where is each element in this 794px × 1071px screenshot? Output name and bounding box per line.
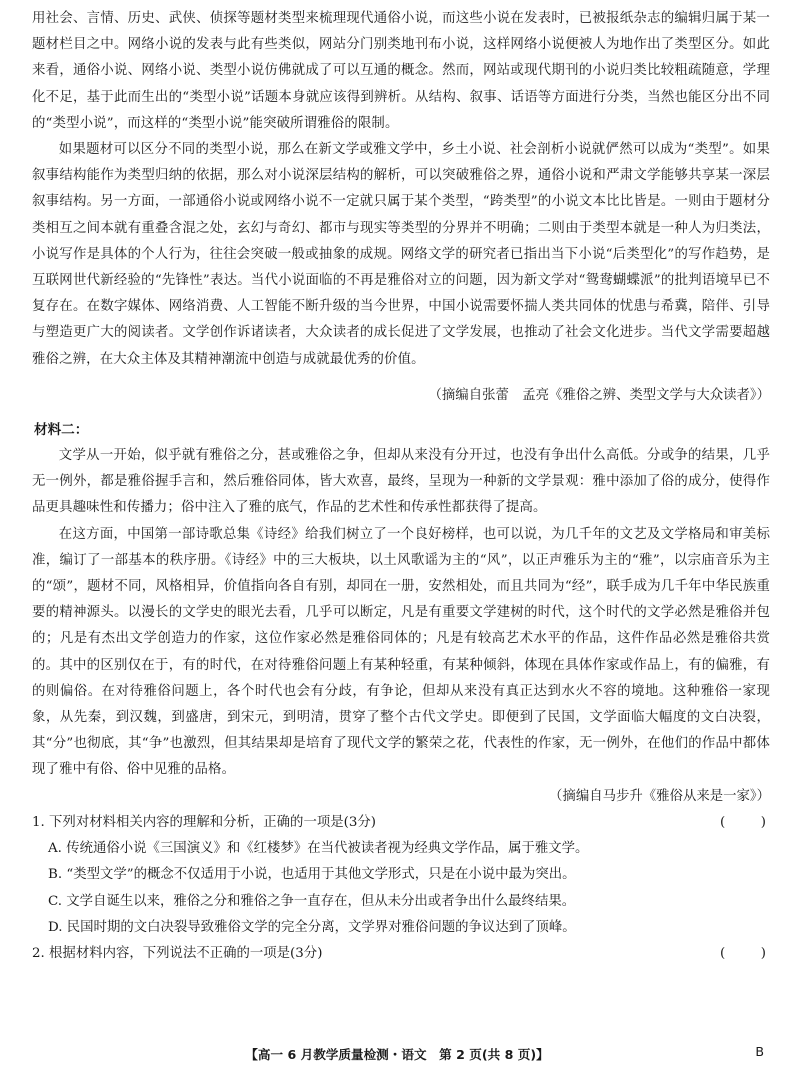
question-1: [32, 810, 770, 836]
question-1-option-c[interactable]: C. 文学自诞生以来，雅俗之分和雅俗之争一直存在，但从未分出或者争出什么最终结果。: [48, 893, 576, 909]
exam-page: [32, 6, 770, 967]
question-2-stem: 2. 根据材料内容，下列说法不正确的一项是(3分): [32, 945, 323, 961]
question-1-option-a[interactable]: A. 传统通俗小说《三国演义》和《红楼梦》在当代被读者视为经典文学作品，属于雅文学。: [48, 841, 589, 857]
material1-source: （摘编自张蕾 孟亮《雅俗之辨、类型文学与大众读者》）: [428, 387, 770, 403]
material2-source: （摘编自马步升《雅俗从来是一家》）: [549, 788, 770, 804]
footer-version-letter: B: [755, 1044, 764, 1059]
question-2-answer-bracket[interactable]: [720, 941, 766, 967]
bracket-open: (: [720, 945, 726, 961]
question-2: [32, 941, 770, 967]
footer-page-info: 【高一 6 月教学质量检测・语文 第 2 页(共 8 页)】: [245, 1047, 549, 1062]
bracket-open: (: [720, 814, 726, 830]
bracket-close: ): [760, 945, 766, 961]
question-1-stem: 1. 下列对材料相关内容的理解和分析，正确的一项是(3分): [32, 814, 376, 830]
material2-paragraph-2: 在这方面，中国第一部诗歌总集《诗经》给我们树立了一个良好榜样，也可以说，为几千年的文艺及文学格局和审美标准，编订了一部基本的秩序册。《诗经》中的三大板块，以土风歌谣为主的“风”，以正声雅乐为主的“雅”，以宗庙音乐为主的“颂”，题材不同，风格相异，价值指向各自有别，却同在一册，安然相处，而且共同为“经”，联手成为几千年中华民族重要的精神源头。以漫长的文学史的眼光去看，几乎可以断定，凡是有重要文学建树的时代，这个时代的文学必然是雅俗并包的；凡是有杰出文学创造力的作家，这位作家必然是雅俗同体的；凡是有较高艺术水平的作品，这件作品必然是雅俗共赏的。其中的区别仅在于，有的时代，在对待雅俗问题上有某种轻重，有某种倾斜，体现在具体作家或作品上，有的偏雅，有的则偏俗。在对待雅俗问题上，各个时代也会有分歧，有争论，但却从来没有真正达到水火不容的境地。这种雅俗一家现象，从先秦，到汉魏，到盛唐，到宋元，到明清，贯穿了整个古代文学史。即便到了民国，文学面临大幅度的文白决裂，其“分”也彻底，其“争”也激烈，但其结果却是培育了现代文学的繁荣之花，代表性的作家，无一例外，在他们的作品中都体现了雅中有俗、俗中见雅的品格。: [32, 526, 770, 778]
material1-paragraph-1: 用社会、言情、历史、武侠、侦探等题材类型来梳理现代通俗小说，而这些小说在发表时，已被报纸杂志的编辑归属于某一题材栏目之中。网络小说的发表与此有些类似，网站分门别类地刊布小说，这样网络小说便被人为地作出了类型区分。如此来看，通俗小说、网络小说、类型小说仿佛就成了可以互通的概念。然而，网站或现代期刊的小说归类比较粗疏随意，学理化不足，基于此而生出的“类型小说”话题本身就应该得到辨析。从结构、叙事、话语等方面进行分类，当然也能区分出不同的“类型小说”，而这样的“类型小说”能突破所谓雅俗的限制。: [32, 11, 770, 131]
question-1-option-d[interactable]: D. 民国时期的文白决裂导致雅俗文学的完全分离，文学界对雅俗问题的争议达到了顶峰。: [48, 919, 576, 935]
material1-paragraph-2: 如果题材可以区分不同的类型小说，那么在新文学或雅文学中，乡土小说、社会剖析小说就俨然可以成为“类型”。如果叙事结构能作为类型归纳的依据，那么对小说深层结构的解析，可以突破雅俗之界，通俗小说和严肃文学能够共享某一深层叙事结构。另一方面，一部通俗小说或网络小说不一定就只属于某个类型，“跨类型”的小说文本比比皆是。一则由于题材分类相互之间本就有重叠含混之处，玄幻与奇幻、都市与现实等类型的分界并不明确；二则由于类型本就是一种人为归类法，小说写作是具体的个人行为，往往会突破一般或抽象的成规。网络文学的研究者已指出当下小说“后类型化”的写作趋势，是互联网世代新经验的“先锋性”表达。当代小说面临的不再是雅俗对立的问题，因为新文学对“鸳鸯蝴蝶派”的批判语境早已不复存在。在数字媒体、网络消费、人工智能不断升级的当今世界，中国小说需要怀揣人类共同体的忧患与希冀，陪伴、引导与塑造更广大的阅读者。文学创作诉诸读者，大众读者的成长促进了文学发展，也推动了社会文化进步。当代文学需要超越雅俗之辨，在大众主体及其精神潮流中创造与成就最优秀的价值。: [32, 142, 770, 367]
material2-heading: 材料二：: [34, 422, 89, 439]
material2-paragraph-1: 文学从一开始，似乎就有雅俗之分，甚或雅俗之争，但却从来没有分开过，也没有争出什么高低。分或争的结果，几乎无一例外，都是雅俗握手言和，然后雅俗同体，皆大欢喜，最终，呈现为一种新的文学景观：雅中添加了俗的成分，使得作品更具趣味性和传播力；俗中注入了雅的底气，作品的艺术性和传承性都获得了提高。: [32, 448, 770, 516]
bracket-close: ): [760, 814, 766, 830]
page-footer: [0, 1044, 794, 1066]
question-1-answer-bracket[interactable]: [720, 810, 766, 836]
question-1-option-b[interactable]: B. “类型文学”的概念不仅适用于小说，也适用于其他文学形式，只是在小说中最为突出。: [48, 867, 576, 883]
